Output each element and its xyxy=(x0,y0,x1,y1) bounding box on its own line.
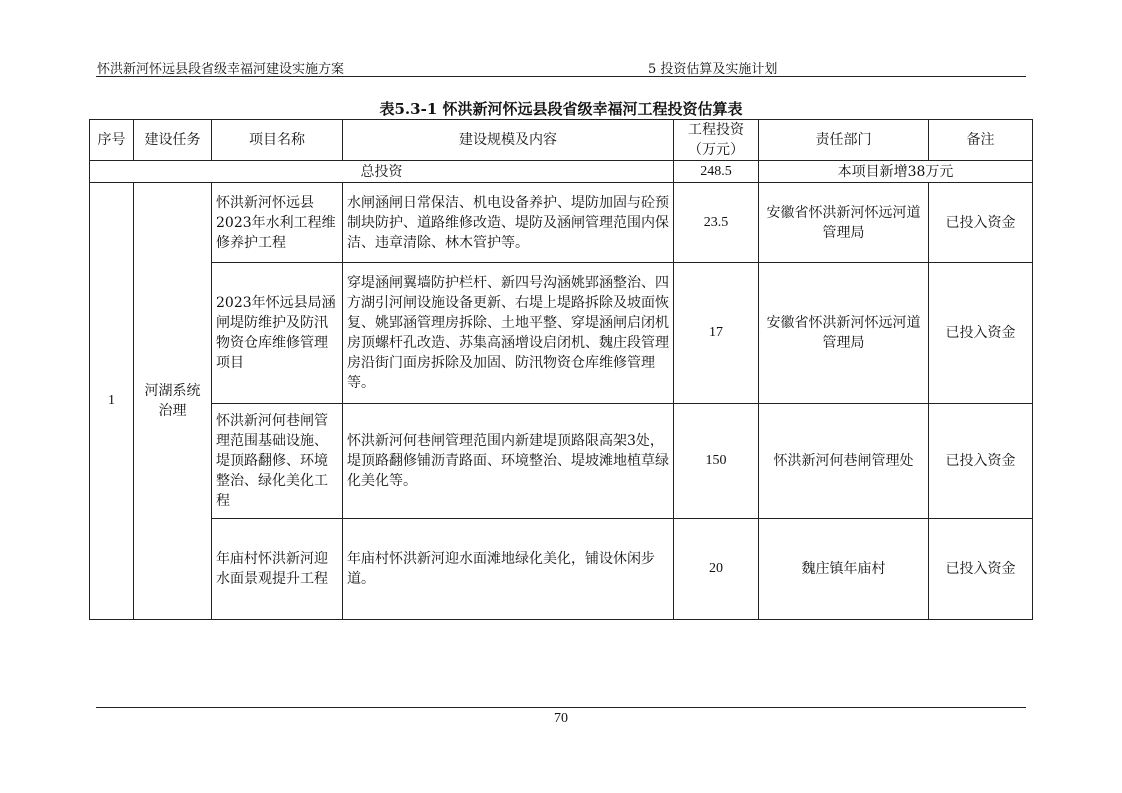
project-content: 年庙村怀洪新河迎水面滩地绿化美化，铺设休闲步道。 xyxy=(343,519,674,620)
project-investment: 150 xyxy=(674,404,759,519)
project-content: 水闸涵闸日常保洁、机电设备养护、堤防加固与砼预制块防护、道路维修改造、堤防及涵闸管理范围内保洁、违章清除、林木管护等。 xyxy=(343,183,674,263)
project-dept: 魏庄镇年庙村 xyxy=(759,519,929,620)
total-label: 总投资 xyxy=(90,161,674,183)
investment-estimate-table xyxy=(89,119,1033,620)
col-header-remark: 备注 xyxy=(929,120,1033,161)
table-title: 表5.3-1 怀洪新河怀远县段省级幸福河工程投资估算表 xyxy=(379,100,743,118)
header-divider xyxy=(96,76,1026,77)
project-dept: 怀洪新河何巷闸管理处 xyxy=(759,404,929,519)
project-investment: 17 xyxy=(674,263,759,404)
project-remark: 已投入资金 xyxy=(929,263,1033,404)
col-header-dept: 责任部门 xyxy=(759,120,929,161)
total-value: 248.5 xyxy=(674,161,759,183)
project-dept: 安徽省怀洪新河怀远河道管理局 xyxy=(759,183,929,263)
table-header-row xyxy=(90,120,1033,161)
col-header-seq: 序号 xyxy=(90,120,134,161)
table-row xyxy=(90,263,1033,404)
total-note: 本项目新增38万元 xyxy=(759,161,1033,183)
group-seq: 1 xyxy=(90,183,134,620)
project-name: 2023年怀远县局涵闸堤防维护及防汛物资仓库维修管理项目 xyxy=(212,263,343,404)
project-name: 怀洪新河何巷闸管理范围基础设施、堤顶路翻修、环境整治、绿化美化工程 xyxy=(212,404,343,519)
project-remark: 已投入资金 xyxy=(929,183,1033,263)
page-number: 70 xyxy=(554,711,568,726)
project-name: 怀洪新河怀远县2023年水利工程维修养护工程 xyxy=(212,183,343,263)
col-header-task: 建设任务 xyxy=(134,120,212,161)
header-chapter-title: 5 投资估算及实施计划 xyxy=(648,62,778,77)
col-header-project: 项目名称 xyxy=(212,120,343,161)
project-remark: 已投入资金 xyxy=(929,519,1033,620)
header-document-title: 怀洪新河怀远县段省级幸福河建设实施方案 xyxy=(97,62,345,77)
project-content: 穿堤涵闸翼墙防护栏杆、新四号沟涵姚郢涵整治、四方湖引河闸设施设备更新、右堤上堤路拆除及坡面恢复、姚郢涵管理房拆除、土地平整、穿堤涵闸启闭机房顶螺杆孔改造、苏集高涵增设启闭机、魏庄段管理房沿街门面房拆除及加固、防汛物资仓库维修管理等。 xyxy=(343,263,674,404)
project-remark: 已投入资金 xyxy=(929,404,1033,519)
table-row xyxy=(90,183,1033,263)
project-investment: 23.5 xyxy=(674,183,759,263)
table-row xyxy=(90,404,1033,519)
total-row xyxy=(90,161,1033,183)
table-row xyxy=(90,519,1033,620)
group-task: 河湖系统治理 xyxy=(134,183,212,620)
col-header-investment: 工程投资（万元） xyxy=(674,120,759,161)
footer-divider xyxy=(96,707,1026,708)
project-dept: 安徽省怀洪新河怀远河道管理局 xyxy=(759,263,929,404)
col-header-content: 建设规模及内容 xyxy=(343,120,674,161)
project-name: 年庙村怀洪新河迎水面景观提升工程 xyxy=(212,519,343,620)
project-investment: 20 xyxy=(674,519,759,620)
project-content: 怀洪新河何巷闸管理范围内新建堤顶路限高架3处，堤顶路翻修铺沥青路面、环境整治、堤坡滩地植草绿化美化等。 xyxy=(343,404,674,519)
